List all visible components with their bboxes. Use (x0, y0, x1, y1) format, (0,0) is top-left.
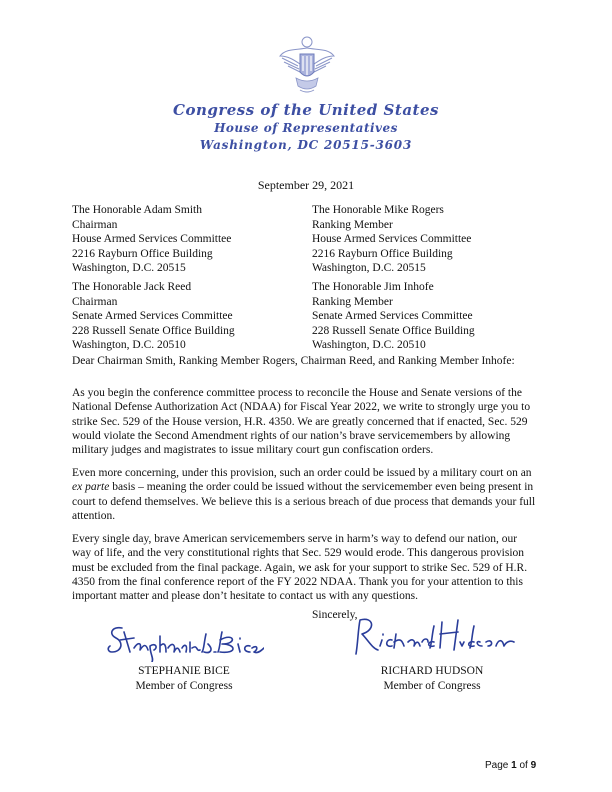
letterhead-house: House of Representatives (214, 121, 398, 135)
recipient-title: Chairman (72, 218, 118, 231)
page-current: 1 (511, 760, 517, 771)
recipient-name: The Honorable Mike Rogers (312, 204, 444, 216)
recipient-org: Senate Armed Services Committee (72, 310, 233, 323)
paragraph-line (72, 480, 542, 494)
paragraph-line-rest: basis – meaning the order could be issued without the servicemember even being present in (109, 481, 534, 494)
recipient-street: 228 Russell Senate Office Building (312, 324, 475, 337)
signer-title: Member of Congress (135, 679, 233, 692)
paragraph-line: Even more concerning, under this provision, such an order could be issued by a military court on an (72, 467, 532, 479)
paragraph-line: As you begin the conference committee process to reconcile the House and Senate versions of the (72, 387, 522, 399)
page-label: Page (485, 760, 509, 771)
letterhead-congress: Congress of the United States (173, 101, 439, 119)
letter-date: September 29, 2021 (257, 178, 355, 192)
paragraph-line: would violate the Second Amendment rights of our nation’s brave servicemembers by allowing (72, 429, 511, 442)
paragraph-line: way of life, and the very constitutional rights that Sec. 529 would erode. This dangerous provision (72, 547, 525, 560)
letterhead-address: Washington, DC 20515-3603 (199, 138, 413, 152)
paragraph-line: Every single day, brave American servicemembers serve in harm’s way to defend our nation, our (72, 533, 518, 545)
signer-bice (104, 664, 264, 693)
recipient-block-reed (72, 280, 235, 353)
recipient-street: 2216 Rayburn Office Building (72, 247, 213, 260)
recipient-org: House Armed Services Committee (312, 233, 472, 246)
signer-name: STEPHANIE BICE (138, 665, 230, 677)
recipient-name: The Honorable Jack Reed (72, 281, 192, 293)
recipient-city: Washington, D.C. 20510 (312, 339, 426, 352)
recipient-city: Washington, D.C. 20515 (312, 262, 426, 275)
recipient-city: Washington, D.C. 20515 (72, 262, 186, 275)
paragraph-line: strike Sec. 529 of the House version, H.R. 4350. We are greatly concerned that if enacted, Sec. 529 (72, 415, 528, 428)
recipient-street: 2216 Rayburn Office Building (312, 247, 453, 260)
salutation: Dear Chairman Smith, Ranking Member Rogers, Chairman Reed, and Ranking Member Inhofe: (72, 355, 515, 367)
signature-bice-icon (104, 618, 264, 662)
recipient-title: Chairman (72, 295, 118, 308)
body-paragraph-2 (72, 466, 542, 523)
signer-name: RICHARD HUDSON (380, 665, 484, 677)
page-number (485, 760, 536, 771)
recipient-title: Ranking Member (312, 218, 393, 231)
house-seal-icon (278, 34, 336, 96)
paragraph-line: National Defense Authorization Act (NDAA) for Fiscal Year 2022, we write to strongly urge you to (72, 401, 531, 414)
paragraph-line: important matter and please don’t hesitate to contact us with any questions. (72, 590, 418, 603)
signer-hudson (352, 664, 512, 693)
recipient-org: Senate Armed Services Committee (312, 310, 473, 323)
recipient-block-rogers (312, 203, 471, 276)
signature-hudson-icon (346, 612, 516, 660)
page-of: of (519, 760, 528, 771)
recipient-city: Washington, D.C. 20510 (72, 339, 186, 352)
signer-title: Member of Congress (383, 679, 481, 692)
recipient-block-inhofe (312, 280, 475, 353)
recipient-title: Ranking Member (312, 295, 393, 308)
paragraph-line: court to defend themselves. We believe this is a serious breach of due process that demands your full (72, 495, 536, 508)
page-total: 9 (530, 760, 537, 771)
recipient-street: 228 Russell Senate Office Building (72, 324, 235, 337)
recipient-name: The Honorable Adam Smith (72, 204, 202, 216)
paragraph-line: 4350 from the final conference report of the FY 2022 NDAA. Thank you for your attention to this (72, 575, 523, 588)
paragraph-line: attention. (72, 509, 116, 522)
recipient-block-smith (72, 203, 231, 276)
body-paragraph-3 (72, 532, 542, 603)
ex-parte-italic: ex parte (72, 481, 110, 494)
paragraph-line: military judges and magistrates to issue military court gun confiscation orders. (72, 444, 434, 457)
recipient-name: The Honorable Jim Inhofe (312, 281, 434, 293)
paragraph-line: must be excluded from the final package. Again, we ask for your support to strike Sec. 529 of H.R. (72, 561, 528, 574)
closing: Sincerely, (312, 609, 358, 621)
recipient-org: House Armed Services Committee (72, 233, 232, 246)
body-paragraph-1 (72, 386, 542, 457)
